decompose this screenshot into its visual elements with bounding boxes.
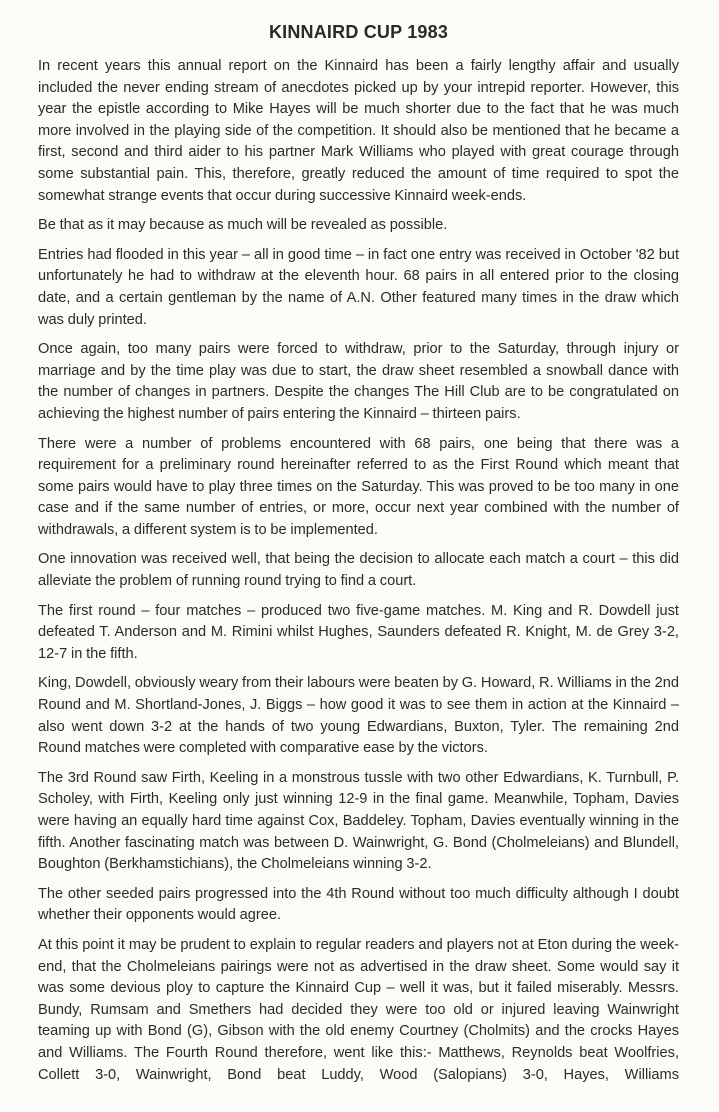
paragraph-intro: In recent years this annual report on the Kinnaird has been a fairly lengthy affair and usually included the never ending stream of anecdotes picked up by your intrepid reporter. However, this year the epistle according to Mike Hayes will be much shorter due to the fact that he was much more involved in the playing side of the competition. It should also be mentioned that he became a first, second and third aider to his partner Mark Williams who played with great courage through some substantial pain. This, therefore, greatly reduced the amount of time required to spot the somewhat strange events that occur during successive Kinnaird week-ends.: [38, 58, 679, 204]
paragraph-innovation: One innovation was received well, that being the decision to allocate each match a court – this did alleviate the problem of running round trying to find a court.: [38, 551, 679, 590]
document-page: [38, 20, 679, 1094]
paragraph-be-that-as-it-may: Be that as it may because as much will be revealed as possible.: [38, 217, 448, 234]
paragraph-fourth-round: At this point it may be prudent to explain to regular readers and players not at Eton during the week-end, that the Cholmeleians pairings were not as advertised in the draw sheet. Some would say it was some devious ploy to capture the Kinnaird Cup – well it was, but it failed miserably. Messrs. Bundy, Rumsam and Smethers had decided they were too old or injured leaving Wainwright teaming up with Bond (G), Gibson with the old enemy Courtney (Cholmits) and the crocks Hayes and Williams. The Fourth Round therefore, went like this:- Matthews, Reynolds beat Woolfries, Collett 3-0, Wainwright, Bond beat Luddy, Wood (Salopians) 3-0, Hayes, Williams: [38, 936, 679, 1083]
paragraph-third-round: The 3rd Round saw Firth, Keeling in a monstrous tussle with two other Edwardians, K. Turnbull, P. Scholey, with Firth, Keeling only just winning 12-9 in the final game. Meanwhile, Topham, Davies were having an equally hard time against Cox, Baddeley. Topham, Davies eventually winning in the fifth. Another fascinating match was between D. Wainwright, G. Bond (Cholmeleians) and Blundell, Boughton (Berkhamstichians), the Cholmeleians winning 3-2.: [38, 769, 679, 873]
paragraph-first-round: The first round – four matches – produced two five-game matches. M. King and R. Dowdell just defeated T. Anderson and M. Rimini whilst Hughes, Saunders defeated R. Knight, M. de Grey 3-2, 12-7 in the fifth.: [38, 602, 679, 662]
paragraph-entries: Entries had flooded in this year – all in good time – in fact one entry was received in October '82 but unfortunately he had to withdraw at the eleventh hour. 68 pairs in all entered prior to the closing date, and a certain gentleman by the name of A.N. Other featured many times in the draw which was duly printed.: [38, 246, 679, 328]
paragraph-second-round: King, Dowdell, obviously weary from their labours were beaten by G. Howard, R. Williams in the 2nd Round and M. Shortland-Jones, J. Biggs – how good it was to see them in action at the Kinnaird – also went down 3-2 at the hands of two young Edwardians, Buxton, Tyler. The remaining 2nd Round matches were completed with comparative ease by the victors.: [38, 675, 679, 757]
paragraph-seeded-pairs: The other seeded pairs progressed into the 4th Round without too much difficulty although I doubt whether their opponents would agree.: [38, 885, 679, 924]
paragraph-problems: There were a number of problems encountered with 68 pairs, one being that there was a requirement for a preliminary round hereinafter referred to as the First Round which meant that some pairs would have to play three times on the Saturday. This was proved to be too many in one case and if the same number of entries, or more, occur next year combined with the number of withdrawals, a different system is to be implemented.: [38, 435, 679, 538]
document-title: KINNAIRD CUP 1983: [268, 22, 449, 42]
paragraph-withdrawals: Once again, too many pairs were forced to withdraw, prior to the Saturday, through injury or marriage and by the time play was due to start, the draw sheet resembled a snowball dance with the number of changes in partners. Despite the changes The Hill Club are to be congratulated on achieving the highest number of pairs entering the Kinnaird – thirteen pairs.: [38, 341, 679, 422]
